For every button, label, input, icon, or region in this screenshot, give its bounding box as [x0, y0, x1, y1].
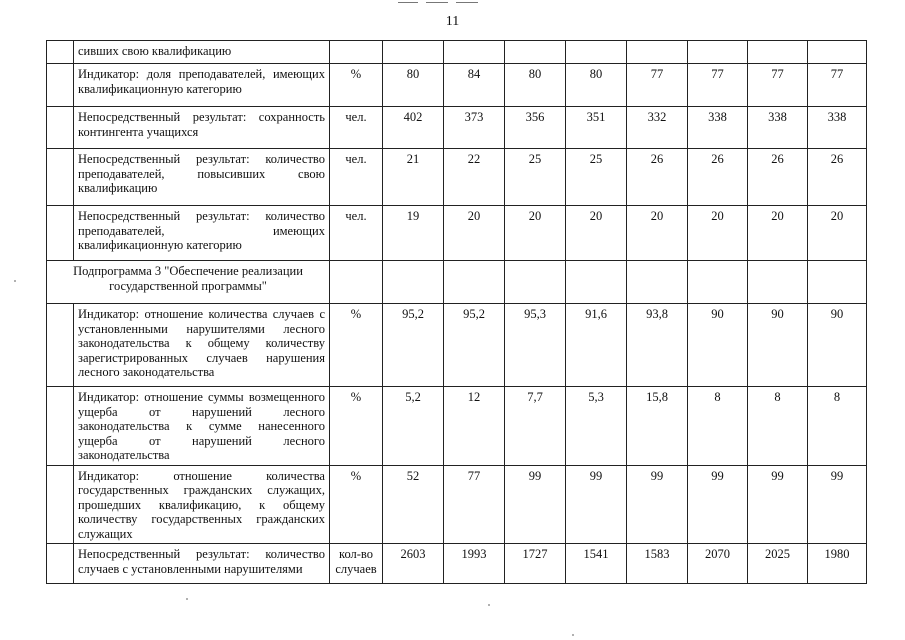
table-row: [47, 41, 867, 64]
header-scan-mark: [456, 2, 478, 3]
value-cell: [627, 261, 688, 304]
row-gap-cell: [47, 206, 74, 261]
value-cell: 20: [444, 206, 505, 261]
value-cell: 21: [383, 149, 444, 206]
table-row: [47, 465, 867, 544]
value-cell: 52: [383, 465, 444, 544]
value-cell: 1727: [505, 544, 566, 584]
value-cell: 80: [383, 64, 444, 107]
table-row: [47, 544, 867, 584]
value-cell: 20: [688, 206, 748, 261]
row-gap-cell: [47, 465, 74, 544]
value-cell: 5,3: [566, 387, 627, 466]
value-cell: 77: [808, 64, 867, 107]
value-cell: 20: [505, 206, 566, 261]
table-row: [47, 107, 867, 149]
row-gap-cell: [47, 64, 74, 107]
value-cell: 15,8: [627, 387, 688, 466]
value-cell: 26: [808, 149, 867, 206]
value-cell: 1541: [566, 544, 627, 584]
value-cell: 22: [444, 149, 505, 206]
description-cell: Индикатор: отношение количества случаев с установленными нарушителями лесного законодательства к общему количеству зарегистрированных случаев нарушения лесного законодательства: [74, 304, 330, 387]
description-cell: Индикатор: отношение суммы возмещенного ущерба от нарушений лесного законодательства к сумме нанесенного ущерба от нарушений лесного законодательства: [74, 387, 330, 466]
value-cell: 356: [505, 107, 566, 149]
value-cell: 77: [688, 64, 748, 107]
value-cell: [748, 261, 808, 304]
value-cell: 93,8: [627, 304, 688, 387]
value-cell: 99: [808, 465, 867, 544]
value-cell: 20: [566, 206, 627, 261]
value-cell: [383, 41, 444, 64]
unit-cell: чел.: [330, 107, 383, 149]
value-cell: 1583: [627, 544, 688, 584]
unit-cell: %: [330, 387, 383, 466]
value-cell: 5,2: [383, 387, 444, 466]
value-cell: 80: [505, 64, 566, 107]
header-scan-mark: [398, 2, 418, 3]
value-cell: 338: [688, 107, 748, 149]
unit-cell: %: [330, 64, 383, 107]
unit-cell: кол-во случаев: [330, 544, 383, 584]
row-gap-cell: [47, 304, 74, 387]
value-cell: 8: [748, 387, 808, 466]
value-cell: 20: [808, 206, 867, 261]
table-row: [47, 206, 867, 261]
page-number: 11: [445, 14, 460, 29]
value-cell: 26: [627, 149, 688, 206]
value-cell: 351: [566, 107, 627, 149]
value-cell: [566, 41, 627, 64]
value-cell: [383, 261, 444, 304]
scan-speck: [186, 598, 188, 600]
value-cell: 90: [748, 304, 808, 387]
value-cell: 77: [444, 465, 505, 544]
table-row: [47, 64, 867, 107]
value-cell: 95,2: [444, 304, 505, 387]
value-cell: [808, 261, 867, 304]
value-cell: 2070: [688, 544, 748, 584]
value-cell: [748, 41, 808, 64]
value-cell: 338: [808, 107, 867, 149]
description-cell: Индикатор: доля преподавателей, имеющих квалификационную категорию: [74, 64, 330, 107]
subprogram-title: Подпрограмма 3 "Обеспечение реализации государственной программы": [47, 261, 330, 304]
value-cell: 2603: [383, 544, 444, 584]
value-cell: 1980: [808, 544, 867, 584]
value-cell: 8: [688, 387, 748, 466]
table-row: [47, 304, 867, 387]
scan-speck: [572, 634, 574, 636]
value-cell: 20: [748, 206, 808, 261]
value-cell: 12: [444, 387, 505, 466]
value-cell: 25: [505, 149, 566, 206]
value-cell: 373: [444, 107, 505, 149]
value-cell: 99: [748, 465, 808, 544]
description-cell: Непосредственный результат: количество преподавателей, повысивших свою квалификацию: [74, 149, 330, 206]
scan-speck: [488, 604, 490, 606]
unit-cell: [330, 41, 383, 64]
row-gap-cell: [47, 387, 74, 466]
value-cell: [444, 41, 505, 64]
indicators-table: [46, 40, 867, 584]
value-cell: 99: [627, 465, 688, 544]
scan-speck: [14, 280, 16, 282]
value-cell: [808, 41, 867, 64]
value-cell: 7,7: [505, 387, 566, 466]
value-cell: 19: [383, 206, 444, 261]
subprogram-row: [47, 261, 867, 304]
value-cell: [566, 261, 627, 304]
value-cell: 2025: [748, 544, 808, 584]
description-cell: сивших свою квалификацию: [74, 41, 330, 64]
value-cell: 338: [748, 107, 808, 149]
value-cell: 95,3: [505, 304, 566, 387]
value-cell: 91,6: [566, 304, 627, 387]
value-cell: [688, 261, 748, 304]
value-cell: 332: [627, 107, 688, 149]
description-cell: Непосредственный результат: количество преподавателей, имеющих квалификационную категорию: [74, 206, 330, 261]
value-cell: 26: [688, 149, 748, 206]
row-gap-cell: [47, 149, 74, 206]
unit-cell: [330, 261, 383, 304]
row-gap-cell: [47, 544, 74, 584]
description-cell: Непосредственный результат: количество случаев с установленными нарушителями: [74, 544, 330, 584]
value-cell: 8: [808, 387, 867, 466]
value-cell: 90: [808, 304, 867, 387]
unit-cell: %: [330, 465, 383, 544]
value-cell: 90: [688, 304, 748, 387]
header-scan-mark: [426, 2, 448, 3]
unit-cell: %: [330, 304, 383, 387]
value-cell: 20: [627, 206, 688, 261]
value-cell: [688, 41, 748, 64]
value-cell: 402: [383, 107, 444, 149]
value-cell: 99: [566, 465, 627, 544]
table-row: [47, 387, 867, 466]
value-cell: [505, 261, 566, 304]
value-cell: 99: [688, 465, 748, 544]
table-row: [47, 149, 867, 206]
description-cell: Индикатор: отношение количества государственных гражданских служащих, прошедших квалификацию, к общему количеству государственных гражданских служащих: [74, 465, 330, 544]
value-cell: 99: [505, 465, 566, 544]
value-cell: 84: [444, 64, 505, 107]
value-cell: 26: [748, 149, 808, 206]
value-cell: [627, 41, 688, 64]
value-cell: 1993: [444, 544, 505, 584]
unit-cell: чел.: [330, 149, 383, 206]
description-cell: Непосредственный результат: сохранность контингента учащихся: [74, 107, 330, 149]
unit-cell: чел.: [330, 206, 383, 261]
value-cell: 77: [627, 64, 688, 107]
value-cell: 77: [748, 64, 808, 107]
row-gap-cell: [47, 107, 74, 149]
row-gap-cell: [47, 41, 74, 64]
value-cell: 25: [566, 149, 627, 206]
value-cell: [444, 261, 505, 304]
value-cell: 95,2: [383, 304, 444, 387]
value-cell: 80: [566, 64, 627, 107]
value-cell: [505, 41, 566, 64]
